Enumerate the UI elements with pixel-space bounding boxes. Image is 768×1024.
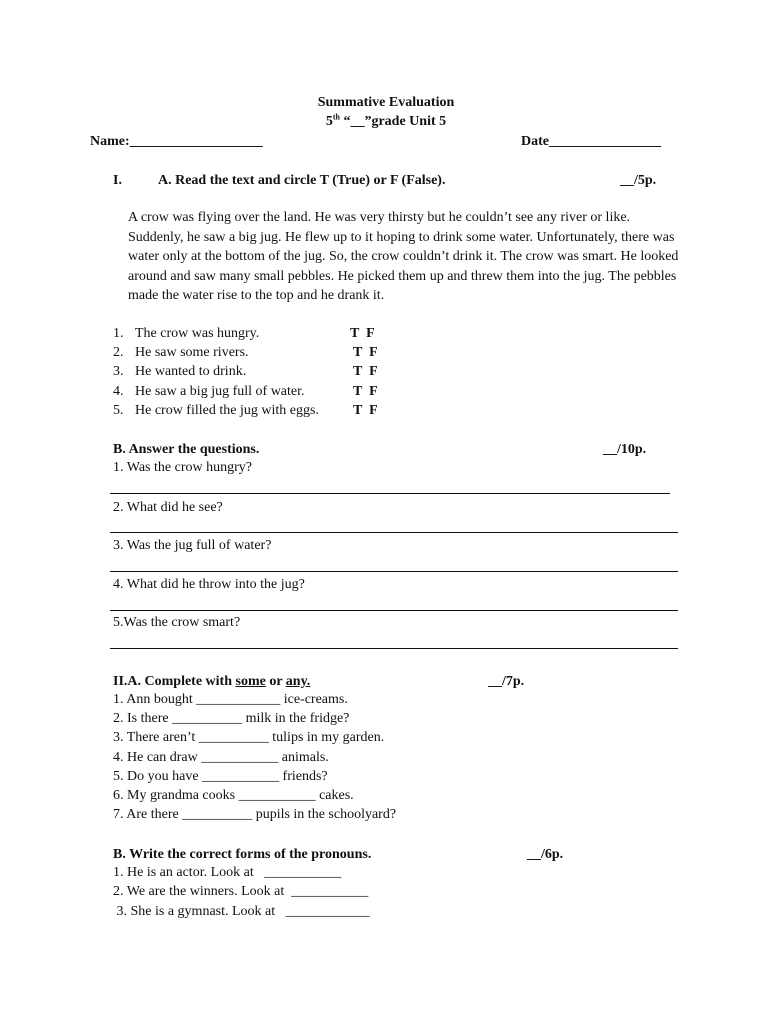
- tf-item-text: He saw a big jug full of water.: [135, 384, 305, 399]
- question-1: 1. Was the crow hungry?: [113, 460, 252, 475]
- fill-in-item-5[interactable]: 5. Do you have ___________ friends?: [113, 769, 328, 784]
- answer-line-1[interactable]: [110, 493, 670, 494]
- heading-part: or: [265, 674, 286, 689]
- tf-choice[interactable]: T F: [353, 384, 378, 399]
- fill-in-item-6[interactable]: 6. My grandma cooks ___________ cakes.: [113, 788, 354, 803]
- section-2b-heading: B. Write the correct forms of the pronouns.: [113, 847, 372, 862]
- date-field[interactable]: Date________________: [521, 134, 661, 149]
- answer-line-4[interactable]: [110, 610, 678, 611]
- pronoun-item-3[interactable]: 3. She is a gymnast. Look at ____________: [113, 904, 370, 919]
- tf-item-number: 4.: [113, 384, 124, 399]
- tf-item-text: He saw some rivers.: [135, 345, 249, 360]
- grade-unit-line: [0, 112, 768, 129]
- fill-in-item-4[interactable]: 4. He can draw ___________ animals.: [113, 750, 329, 765]
- tf-item-text: He crow filled the jug with eggs.: [135, 403, 319, 418]
- heading-part: II.A. Complete with: [113, 674, 236, 689]
- worksheet-title: Summative Evaluation: [317, 95, 455, 110]
- tf-item-number: 2.: [113, 345, 124, 360]
- question-3: 3. Was the jug full of water?: [113, 538, 272, 553]
- tf-choice[interactable]: T F: [350, 326, 375, 341]
- grade-superscript: th: [332, 112, 340, 122]
- tf-item-number: 1.: [113, 326, 124, 341]
- section-2b-score: __/6p.: [527, 847, 564, 862]
- fill-in-item-1[interactable]: 1. Ann bought ____________ ice-creams.: [113, 692, 348, 707]
- grade-unit-text: “__”grade Unit 5: [339, 114, 447, 129]
- tf-item-text: He wanted to drink.: [135, 364, 247, 379]
- tf-choice[interactable]: T F: [353, 403, 378, 418]
- tf-item-number: 3.: [113, 364, 124, 379]
- section-b-heading: B. Answer the questions.: [113, 442, 260, 457]
- question-4: 4. What did he throw into the jug?: [113, 577, 305, 592]
- answer-line-3[interactable]: [110, 571, 678, 572]
- section-a-score: __/5p.: [620, 173, 657, 188]
- tf-choice[interactable]: T F: [353, 364, 378, 379]
- tf-item-text: The crow was hungry.: [135, 326, 260, 341]
- answer-line-5[interactable]: [110, 648, 678, 649]
- section-b-score: __/10p.: [603, 442, 647, 457]
- section-2a-heading: [113, 675, 310, 689]
- fill-in-item-3[interactable]: 3. There aren’t __________ tulips in my garden.: [113, 730, 385, 745]
- tf-item-number: 5.: [113, 403, 124, 418]
- heading-some: some: [235, 674, 266, 689]
- heading-any: any.: [285, 674, 311, 689]
- pronoun-item-1[interactable]: 1. He is an actor. Look at ___________: [113, 865, 342, 880]
- answer-line-2[interactable]: [110, 532, 678, 533]
- grade-number: 5: [325, 114, 333, 129]
- name-field[interactable]: Name:___________________: [90, 134, 263, 149]
- pronoun-item-2[interactable]: 2. We are the winners. Look at ___________: [113, 884, 369, 899]
- tf-choice[interactable]: T F: [353, 345, 378, 360]
- question-5: 5.Was the crow smart?: [113, 615, 241, 630]
- fill-in-item-7[interactable]: 7. Are there __________ pupils in the schoolyard?: [113, 807, 397, 822]
- question-2: 2. What did he see?: [113, 500, 223, 515]
- story-paragraph: A crow was flying over the land. He was very thirsty but he couldn’t see any river or like. Suddenly, he saw a big jug. He flew up to it hoping to drink some water. Unfortunately, there was water only at the bottom of the jug. So, the crow couldn’t drink it. The crow was smart. He looked around and saw many small pebbles. He picked them up and threw them into the jug. The pebbles made the water rise to the top and he drank it.: [128, 210, 679, 303]
- section-2a-score: __/7p.: [488, 674, 525, 689]
- section-a-heading: A. Read the text and circle T (True) or F (False).: [158, 173, 446, 188]
- fill-in-item-2[interactable]: 2. Is there __________ milk in the fridge?: [113, 711, 350, 726]
- section-roman-numeral: I.: [113, 173, 122, 188]
